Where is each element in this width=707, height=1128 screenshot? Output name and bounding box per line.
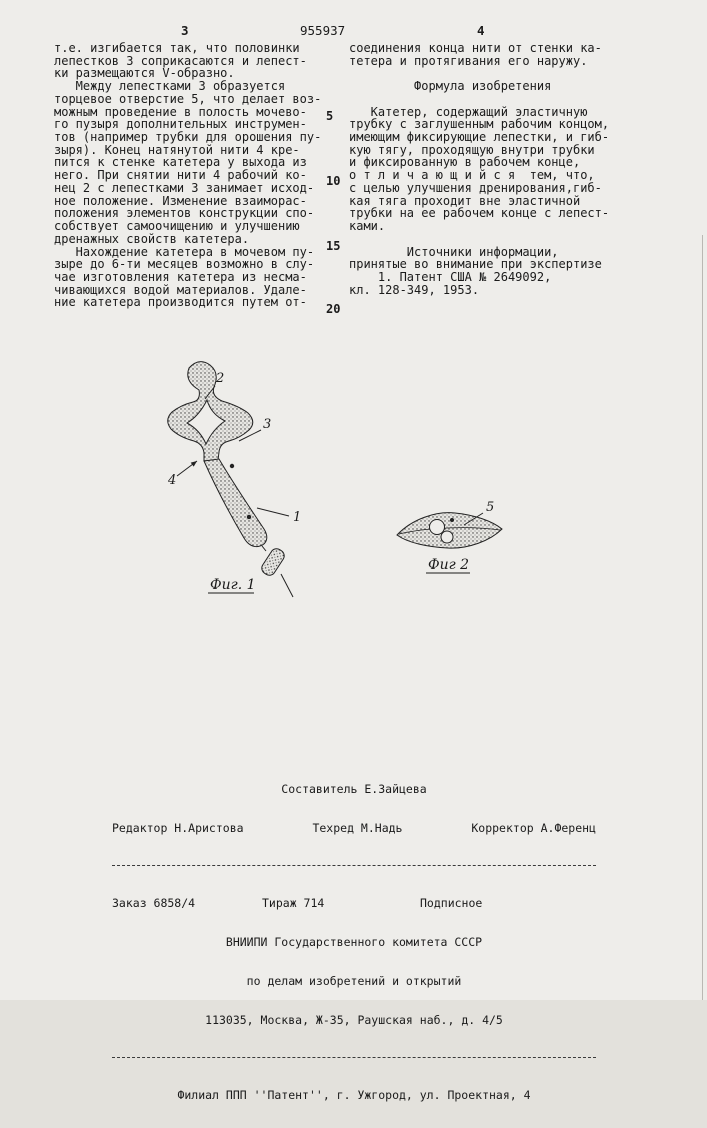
text-line: кую тягу, проходящую внутри трубки [349, 142, 595, 157]
column-number-right: 4 [477, 23, 485, 38]
order-row [112, 897, 596, 910]
compiler-line: Составитель Е.Зайцева [281, 782, 427, 796]
line-number-15: 15 [326, 239, 341, 253]
order-number: Заказ 6858/4 [112, 896, 196, 910]
text-line: Формула изобретения [349, 79, 552, 94]
catheter-shaft [204, 459, 267, 547]
org-line-2: по делам изобретений и открытий [246, 974, 462, 988]
text-line: дренажных свойств катетера. [54, 231, 250, 246]
drainage-opening-1 [430, 520, 445, 535]
text-line: нец 2 с лепестками 3 занимает исход- [54, 180, 315, 195]
branch-line: Филиал ППП ''Патент'', г. Ужгород, ул. Проектная, 4 [177, 1088, 531, 1102]
text-line: кая тяга проходит вне эластичной [349, 193, 581, 208]
text-line: трубки на ее рабочем конце с лепест- [349, 206, 610, 221]
text-line: Нахождение катетера в мочевом пу- [54, 244, 315, 259]
thread-line [281, 574, 293, 597]
catheter-head [168, 362, 253, 461]
text-line: и фиксированную в рабочем конце, [349, 155, 581, 170]
line-number-5: 5 [326, 109, 334, 123]
imprint-footer [112, 757, 596, 1128]
drainage-opening-2 [441, 531, 453, 543]
line-number-10: 10 [326, 174, 341, 188]
patent-number: 955937 [300, 23, 346, 38]
text-line: имеющим фиксирующие лепестки, и гиб- [349, 130, 610, 145]
text-line: трубку с заглушенным рабочим концом, [349, 117, 610, 132]
fig2-label-5: 5 [486, 500, 495, 515]
text-line: 1. Патент США № 2649092, [349, 269, 552, 284]
text-line: чае изготовления катетера из несма- [54, 269, 307, 284]
text-line: т.е. изгибается так, что половинки [54, 41, 300, 55]
fig1-caption: Фиг. 1 [210, 577, 256, 593]
fig2-dot [450, 518, 454, 522]
editor-credit: Редактор Н.Аристова [112, 821, 244, 835]
text-line: лепестков 3 соприкасаются и лепест- [54, 53, 307, 68]
catheter-connector [260, 546, 287, 577]
text-line: соединения конца нити от стенки ка- [349, 41, 602, 55]
text-line: Между лепестками 3 образуется [54, 79, 286, 94]
figure-captions [208, 557, 470, 593]
text-line: с целью улучшения дренирования,гиб- [349, 180, 602, 195]
text-line: Катетер, содержащий эластичную [349, 104, 588, 119]
credits-row [112, 822, 596, 835]
dashed-divider-bottom [112, 1057, 596, 1058]
dashed-divider-top [112, 865, 596, 866]
scan-edge-artifact [702, 235, 703, 1000]
text-line: зыре до 6-ти месяцев возможно в слу- [54, 257, 315, 272]
fig1-label-2: 2 [216, 371, 225, 386]
fig1-label-3: 3 [263, 417, 272, 432]
arrowhead [191, 461, 197, 467]
corrector-credit: Корректор А.Ференц [471, 821, 596, 835]
text-line: торцевое отверстие 5, что делает воз- [54, 91, 322, 106]
text-line: можным проведение в полость мочево- [54, 104, 307, 119]
fig2-caption: Фиг 2 [428, 557, 470, 573]
text-line: чивающихся водой материалов. Удале- [54, 282, 307, 297]
text-line: го пузыря дополнительных инструмен- [54, 117, 307, 132]
text-line: кл. 128-349, 1953. [349, 282, 480, 297]
text-line: зыря). Конец натянутой нити 4 кре- [54, 142, 300, 157]
text-line: ками. [349, 219, 386, 234]
text-line: о т л и ч а ю щ и й с я тем, что, [349, 168, 595, 183]
text-line: ное положение. Изменение взаиморас- [54, 193, 307, 208]
text-line: него. При снятии нити 4 рабочий ко- [54, 168, 307, 183]
org-line-1: ВНИИПИ Государственного комитета СССР [225, 935, 483, 949]
line-number-20: 20 [326, 302, 341, 316]
column-number-left: 3 [181, 23, 189, 38]
fig1-label-4: 4 [168, 473, 177, 488]
text-line: положения элементов конструкции спо- [54, 206, 315, 221]
text-line: пится к стенке катетера у выхода из [54, 155, 307, 170]
print-run: Тираж 714 [262, 896, 325, 910]
text-line: тетера и протягивания его наружу. [349, 53, 588, 68]
org-line-3: 113035, Москва, Ж-35, Раушская наб., д. 4/5 [205, 1013, 503, 1027]
text-line: принятые во внимание при экспертизе [349, 257, 602, 272]
text-line: ние катетера производится путем от- [54, 295, 307, 310]
text-line: Источники информации, [349, 244, 559, 259]
text-line: тов (например трубки для орошения пу- [54, 130, 322, 145]
text-line: ки размещаются V-образно. [54, 66, 235, 81]
text-line: собствует самоочищению и улучшению [54, 219, 300, 234]
techred-credit: Техред М.Надь [312, 821, 403, 835]
fig1-label-1: 1 [293, 510, 302, 525]
subscription-label: Подписное [420, 896, 483, 910]
